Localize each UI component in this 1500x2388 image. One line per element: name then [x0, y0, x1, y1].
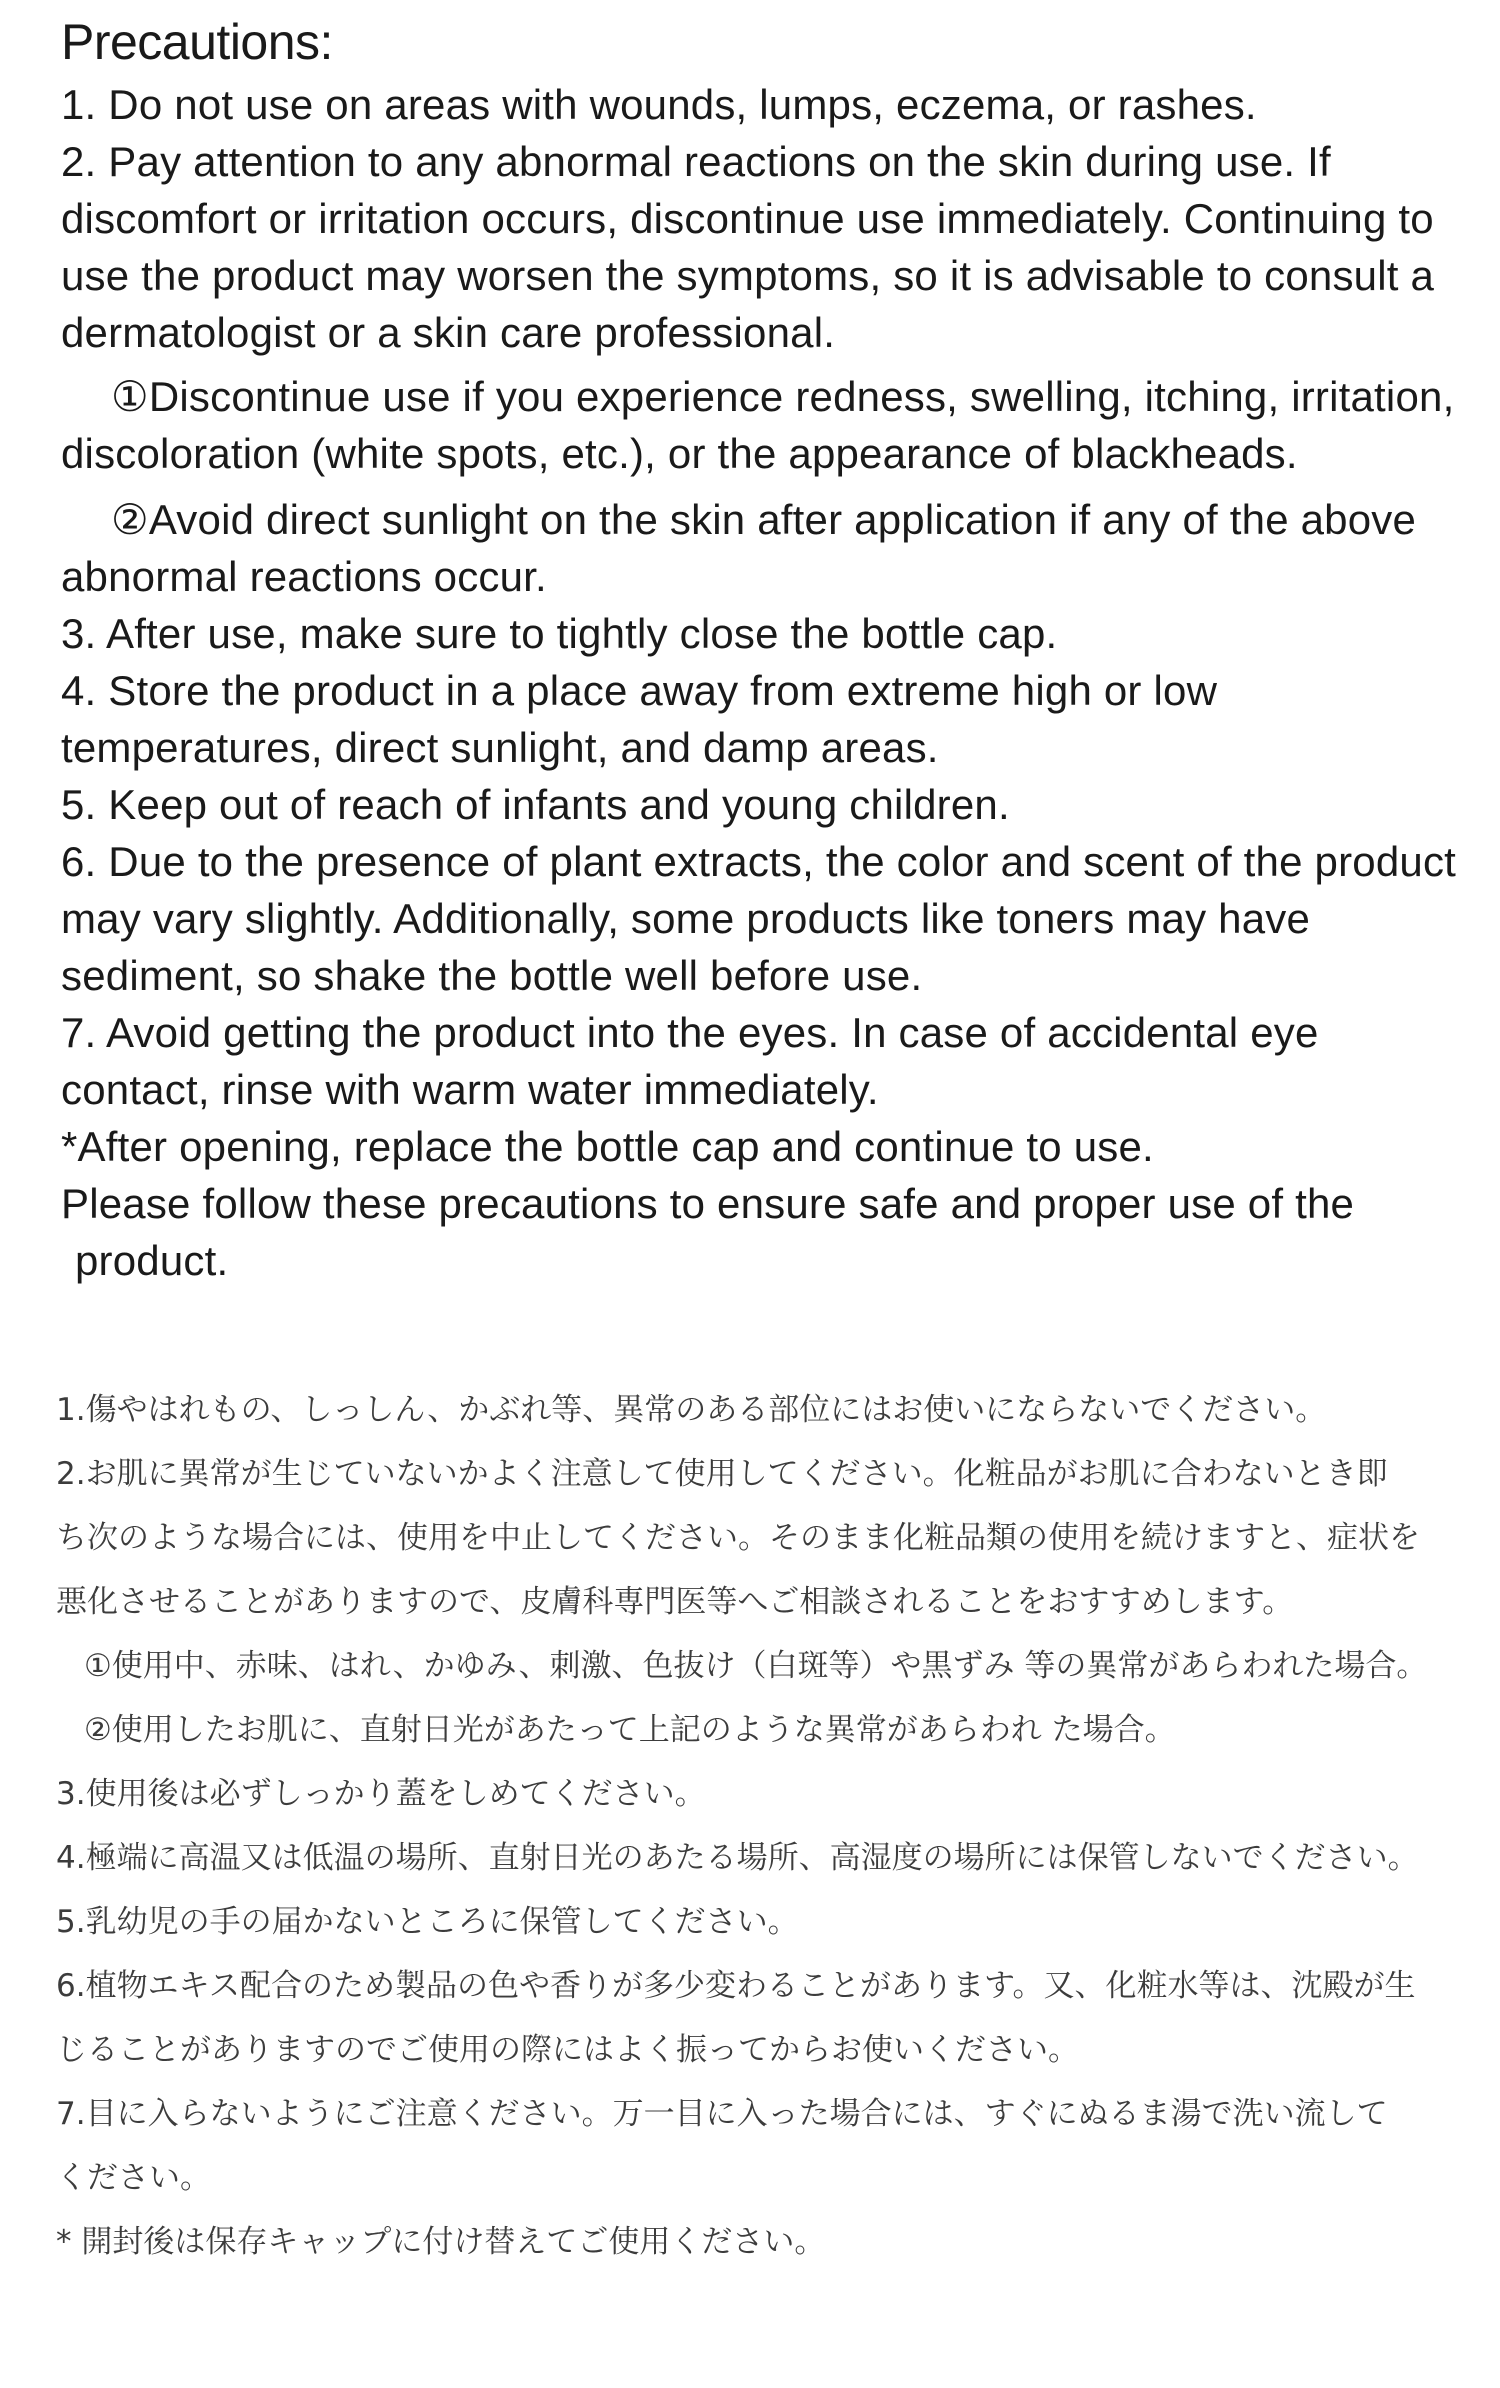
jp-subitem-1: ①使用中、赤味、はれ、かゆみ、刺激、色抜け（白斑等）や黒ずみ 等の異常があらわれた場合。 — [84, 1648, 1428, 1684]
english-precautions-section — [61, 10, 1461, 1289]
precaution-note: *After opening, replace the bottle cap and continue to use. — [61, 1123, 1154, 1170]
jp-item-1: 1.傷やはれもの、しっしん、かぶれ等、異常のある部位にはお使いにならないでください。 — [56, 1392, 1327, 1428]
precaution-item-6: 6. Due to the presence of plant extracts, the color and scent of the product may vary slightly. Additionally, some products like toners may have sediment, so shake the bottle well before use. — [61, 838, 1457, 999]
precaution-item-5: 5. Keep out of reach of infants and young children. — [61, 781, 1010, 828]
precaution-subitem-1: ①Discontinue use if you experience redness, swelling, itching, irritation, discoloration (white spots, etc.), or the appearance of blackheads. — [61, 373, 1455, 477]
jp-item-2-line-1: 2.お肌に異常が生じていないかよく注意して使用してください。化粧品がお肌に合わないとき即 — [56, 1456, 1388, 1492]
jp-item-2-line-3: 悪化させることがありますので、皮膚科専門医等へご相談されることをおすすめします。 — [56, 1584, 1294, 1620]
precaution-item-1: 1. Do not use on areas with wounds, lumps, eczema, or rashes. — [61, 81, 1257, 128]
japanese-precautions-section — [56, 1378, 1476, 2274]
jp-item-2-line-2: ち次のような場合には、使用を中止してください。そのまま化粧品類の使用を続けますと、症状を — [56, 1520, 1420, 1556]
jp-item-3: 3.使用後は必ずしっかり蓋をしめてください。 — [56, 1776, 706, 1812]
jp-item-7-line-2: ください。 — [56, 2160, 211, 2196]
jp-note: * 開封後は保存キャップに付け替えてご使用ください。 — [56, 2224, 826, 2260]
precaution-item-4: 4. Store the product in a place away from extreme high or low temperatures, direct sunlight, and damp areas. — [61, 667, 1218, 771]
precaution-closing-tail: product. — [75, 1237, 229, 1284]
jp-item-6-line-1: 6.植物エキス配合のため製品の色や香りが多少変わることがあります。又、化粧水等は、沈殿が生 — [56, 1968, 1416, 2004]
jp-item-7-line-1: 7.目に入らないようにご注意ください。万一目に入った場合には、すぐにぬるま湯で洗い流して — [56, 2096, 1388, 2132]
precaution-closing: Please follow these precautions to ensure safe and proper use of the — [61, 1180, 1355, 1227]
precaution-item-3: 3. After use, make sure to tightly close the bottle cap. — [61, 610, 1058, 657]
jp-item-6-line-2: じることがありますのでご使用の際にはよく振ってからお使いください。 — [56, 2032, 1079, 2068]
precautions-title: Precautions: — [61, 14, 333, 70]
jp-item-5: 5.乳幼児の手の届かないところに保管してください。 — [56, 1904, 799, 1940]
jp-item-4: 4.極端に高温又は低温の場所、直射日光のあたる場所、高湿度の場所には保管しないでください。 — [56, 1840, 1419, 1876]
precaution-item-7: 7. Avoid getting the product into the eyes. In case of accidental eye contact, rinse with warm water immediately. — [61, 1009, 1319, 1113]
jp-subitem-2: ②使用したお肌に、直射日光があたって上記のような異常があらわれ た場合。 — [84, 1712, 1176, 1748]
precaution-subitem-2: ②Avoid direct sunlight on the skin after application if any of the above abnormal reactions occur. — [61, 496, 1417, 600]
precaution-item-2: 2. Pay attention to any abnormal reactions on the skin during use. If discomfort or irritation occurs, discontinue use immediately. Continuing to use the product may worsen the symptoms, so it is advisable to consult a dermatologist or a skin care professional. — [61, 138, 1435, 356]
